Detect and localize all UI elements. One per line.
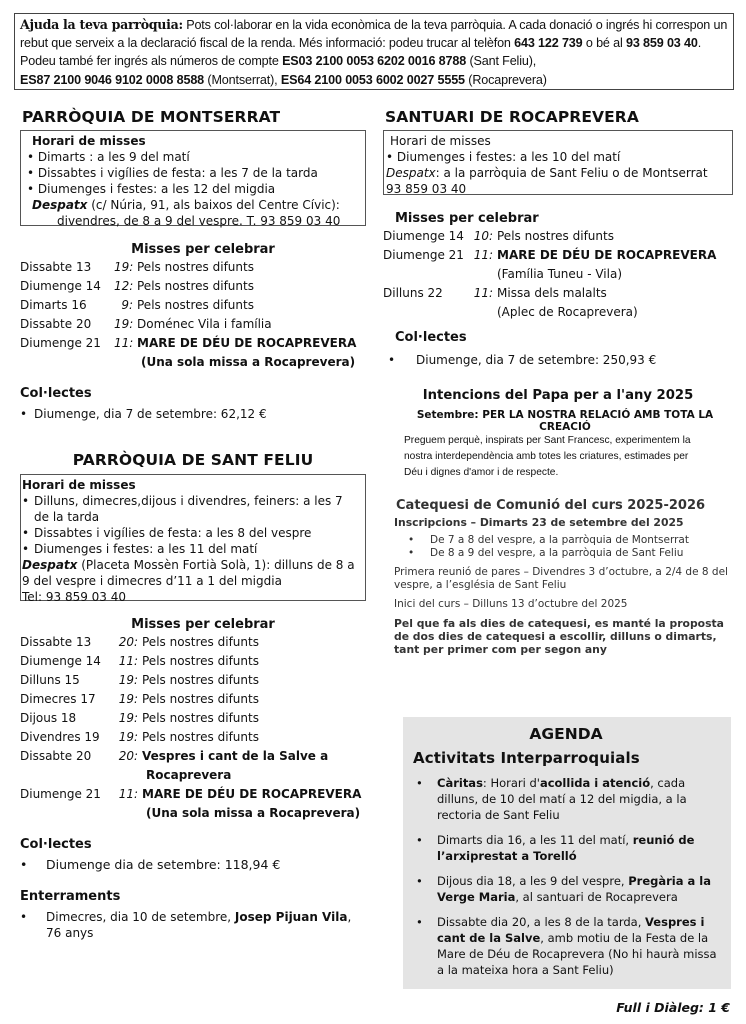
mass-day: Dimarts 16 [20, 298, 87, 312]
mass-intention: Pels nostres difunts [497, 229, 614, 243]
schedule-item: • Diumenges i festes: a les 12 del migdia [27, 181, 360, 197]
mass-row [20, 785, 366, 804]
mass-row [20, 728, 366, 747]
bullet-icon: • [416, 874, 423, 888]
collections-heading: Col·lectes [20, 837, 92, 852]
catechesis-inscriptions: Inscripcions – Dimarts 23 de setembre del 2025 [394, 516, 684, 529]
mass-intention: MARE DE DÉU DE ROCAPREVERA [137, 336, 357, 350]
mass-intention: MARE DE DÉU DE ROCAPREVERA [142, 787, 362, 801]
mass-day: Diumenge 14 [20, 279, 101, 293]
mass-time: 11: [473, 286, 493, 300]
mass-day: Dissabte 20 [20, 749, 92, 763]
mass-row [20, 652, 366, 671]
mass-day: Divendres 19 [20, 730, 100, 744]
mass-time: 11: [473, 248, 493, 262]
mass-row [383, 284, 733, 303]
mass-row [20, 277, 366, 296]
donation-notice: Ajuda la teva parròquia: Pots col·laborar en la vida econòmica de la teva parròquia. A cada donació o ingrés hi correspon un rebut que serveix a la declaració fiscal de la renda. Més informació: podeu trucar al telèfon 643 122 739 o bé al 93 859 03 40. Podeu també fer ingrés als números de compte ES03 2100 0053 6202 0016 8788 (Sant Feliu), ES87 2100 9046 9102 0008 8588 (Montserrat), ES64 2100 0053 6002 0027 5555 (Rocaprevera) [14, 13, 734, 90]
agenda-box [403, 717, 731, 989]
office-info: Despatx (c/ Núria, 91, als baixos del Centre Cívic): [32, 198, 340, 212]
sant-feliu-masses-list [20, 633, 366, 823]
agenda-item [413, 873, 719, 905]
agenda-item [413, 832, 719, 864]
mass-note: (Aplec de Rocaprevera) [497, 305, 638, 319]
phone-number: 643 122 739 [514, 36, 583, 51]
bullet-icon: • [416, 915, 423, 929]
bullet-icon: • [416, 776, 423, 790]
collection-item: • Diumenge dia de setembre: 118,94 € [20, 857, 281, 872]
bank-account: ES64 2100 0053 6002 0027 5555 [280, 72, 465, 87]
mass-row [20, 258, 366, 277]
pope-intentions-title: Intencions del Papa per a l'any 2025 [422, 388, 694, 403]
mass-time: 12: [114, 279, 134, 293]
mass-row [20, 747, 366, 766]
mass-intention: Doménec Vila i família [137, 317, 272, 331]
mass-note-row [20, 766, 366, 785]
mass-row [20, 709, 366, 728]
schedule-heading: Horari de misses [22, 478, 136, 492]
agenda-title: AGENDA [529, 725, 603, 743]
sant-feliu-schedule-box [20, 474, 366, 604]
section-title-montserrat: PARRÒQUIA DE MONTSERRAT [22, 108, 281, 126]
mass-note-row [383, 303, 733, 322]
mass-time: 19: [118, 673, 138, 687]
bank-account: ES03 2100 0053 6202 0016 8788 [282, 54, 467, 69]
mass-time: 9: [121, 298, 133, 312]
mass-day: Dilluns 22 [383, 286, 443, 300]
mass-intention: Pels nostres difunts [142, 673, 259, 687]
price-footer: Full i Diàleg: 1 € [616, 1000, 730, 1015]
mass-time: 19: [118, 730, 138, 744]
schedule-item: • Dissabtes i vigílies de festa: a les 7 de la tarda [27, 165, 360, 181]
right-column [383, 108, 733, 656]
mass-note: (Família Tuneu - Vila) [497, 267, 623, 281]
schedule-item: • Dissabtes i vigílies de festa: a les 8 del vespre [22, 526, 312, 540]
mass-intention: MARE DE DÉU DE ROCAPREVERA [497, 248, 717, 262]
catechesis-item: • De 8 a 9 del vespre, a la parròquia de Sant Feliu [408, 547, 684, 559]
mass-row [20, 334, 366, 353]
schedule-item: • Diumenges i festes: a les 11 del matí [22, 542, 258, 556]
mass-day: Diumenge 21 [383, 248, 464, 262]
catechesis-first-meeting: Primera reunió de pares – Divendres 3 d’octubre, a 2/4 de 8 del vespre, a l’església de Sant Feliu [394, 566, 728, 591]
catechesis-section [383, 498, 733, 656]
catechesis-item: • De 7 a 8 del vespre, a la parròquia de Montserrat [408, 534, 689, 546]
catechesis-note: Pel que fa als dies de catequesi, es manté la proposta de dos dies de catequesi a escollir, dilluns o dimarts, tant per primer com per segon any [394, 617, 724, 656]
mass-day: Dilluns 15 [20, 673, 80, 687]
agenda-item-text: Dijous dia 18, a les 9 del vespre, Pregària a la Verge Maria, al santuari de Rocaprevera [437, 874, 711, 904]
mass-intention: Pels nostres difunts [137, 279, 254, 293]
agenda-list [413, 775, 719, 978]
donation-notice-lead: Ajuda la teva parròquia: [20, 17, 183, 32]
mass-time: 11: [114, 336, 134, 350]
mass-note-row [383, 265, 733, 284]
schedule-heading: Horari de misses [390, 134, 491, 148]
mass-row [20, 315, 366, 334]
agenda-subtitle: Activitats Interparroquials [413, 749, 640, 767]
mass-note: (Una sola missa a Rocaprevera) [146, 806, 361, 820]
mass-row [383, 246, 733, 265]
schedule-item: • Dilluns, dimecres,dijous i divendres, feiners: a les 7 de la tarda [22, 494, 343, 524]
office-info: Despatx (Placeta Mossèn Fortià Solà, 1): dilluns de 8 a 9 del vespre i dimecres d’11 a 1 del migdia [22, 558, 355, 588]
agenda-item [413, 914, 719, 978]
montserrat-schedule-box [20, 130, 366, 226]
mass-intention: Pels nostres difunts [142, 654, 259, 668]
burials-heading: Enterraments [20, 889, 121, 904]
mass-time: 19: [118, 711, 138, 725]
masses-heading: Misses per celebrar [131, 617, 275, 632]
mass-day: Diumenge 21 [20, 336, 101, 350]
mass-intention: Missa dels malalts [497, 286, 607, 300]
mass-row [20, 633, 366, 652]
mass-note: (Una sola missa a Rocaprevera) [141, 355, 356, 369]
mass-time: 11: [118, 654, 138, 668]
office-info: Despatx: a la parròquia de Sant Feliu o de Montserrat [386, 166, 708, 180]
mass-time: 19: [114, 260, 134, 274]
phone-number: 93 859 03 40 [625, 36, 698, 51]
burial-item: • Dimecres, dia 10 de setembre, Josep Pijuan Vila, 76 anys [20, 910, 352, 940]
mass-intention: Pels nostres difunts [142, 730, 259, 744]
mass-time: 19: [114, 317, 134, 331]
mass-time: 20: [118, 749, 138, 763]
office-phone: 93 859 03 40 [386, 182, 467, 196]
rocaprevera-masses-list [383, 227, 733, 322]
agenda-item-text: Dissabte dia 20, a les 8 de la tarda, Vespres i cant de la Salve, amb motiu de la Festa de la Mare de Déu de Rocaprevera (No hi haurà missa a la mateixa hora a Sant Feliu) [437, 915, 717, 977]
collection-item: • Diumenge, dia 7 de setembre: 62,12 € [20, 407, 267, 421]
agenda-item [413, 775, 719, 823]
mass-note: Rocaprevera [146, 768, 232, 782]
mass-day: Dimecres 17 [20, 692, 96, 706]
masses-heading: Misses per celebrar [131, 242, 275, 257]
mass-row [20, 296, 366, 315]
mass-intention: Pels nostres difunts [142, 692, 259, 706]
pope-intentions-subtitle: Setembre: PER LA NOSTRA RELACIÓ AMB TOTA LA CREACIÓ [416, 409, 714, 433]
pope-intentions-body: Preguem perquè, inspirats per Sant Francesc, experimentem la nostra interdependència amb totes les criatures, estimades per Déu i dignes d'amor i de respecte. [404, 435, 691, 478]
catechesis-title: Catequesi de Comunió del curs 2025-2026 [396, 498, 706, 513]
section-title-rocaprevera: SANTUARI DE ROCAPREVERA [385, 108, 639, 126]
mass-intention: Pels nostres difunts [142, 635, 259, 649]
mass-day: Diumenge 21 [20, 787, 101, 801]
section-title-sant-feliu: PARRÒQUIA DE SANT FELIU [72, 451, 314, 469]
collection-item: • Diumenge, dia 7 de setembre: 250,93 € [388, 353, 657, 367]
mass-day: Dijous 18 [20, 711, 77, 725]
mass-note-row [20, 353, 366, 372]
office-phone: Tel: 93 859 03 40 [22, 590, 127, 604]
rocaprevera-schedule-box [383, 130, 733, 195]
bank-account: ES87 2100 9046 9102 0008 8588 [20, 72, 205, 87]
agenda-item-text: Dimarts dia 16, a les 11 del matí, reunió de l’arxiprestat a Torelló [437, 833, 695, 863]
masses-heading: Misses per celebrar [395, 211, 539, 226]
mass-time: 10: [473, 229, 493, 243]
catechesis-start: Inici del curs – Dilluns 13 d’octubre del 2025 [394, 598, 628, 610]
schedule-item: • Dimarts : a les 9 del matí [27, 149, 360, 165]
mass-day: Dissabte 20 [20, 317, 92, 331]
left-column [20, 108, 366, 941]
mass-row [20, 690, 366, 709]
mass-day: Diumenge 14 [383, 229, 464, 243]
mass-time: 11: [118, 787, 138, 801]
mass-row [383, 227, 733, 246]
mass-day: Dissabte 13 [20, 260, 92, 274]
mass-time: 20: [118, 635, 138, 649]
montserrat-masses-list [20, 258, 366, 372]
mass-note-row [20, 804, 366, 823]
bullet-icon: • [416, 833, 423, 847]
mass-intention: Vespres i cant de la Salve a [142, 749, 329, 763]
mass-day: Diumenge 14 [20, 654, 101, 668]
mass-day: Dissabte 13 [20, 635, 92, 649]
mass-time: 19: [118, 692, 138, 706]
mass-row [20, 671, 366, 690]
schedule-heading: Horari de misses [32, 134, 146, 148]
mass-intention: Pels nostres difunts [137, 298, 254, 312]
agenda-item-text: Càritas: Horari d'acollida i atenció, cada dilluns, de 10 del matí a 12 del migdia, a la rectoria de Sant Feliu [437, 776, 687, 822]
collections-heading: Col·lectes [395, 330, 467, 345]
collections-heading: Col·lectes [20, 386, 92, 401]
mass-intention: Pels nostres difunts [137, 260, 254, 274]
schedule-item: • Diumenges i festes: a les 10 del matí [386, 149, 727, 165]
office-hours: divendres, de 8 a 9 del vespre. T. 93 859 03 40 [57, 214, 341, 228]
mass-intention: Pels nostres difunts [142, 711, 259, 725]
